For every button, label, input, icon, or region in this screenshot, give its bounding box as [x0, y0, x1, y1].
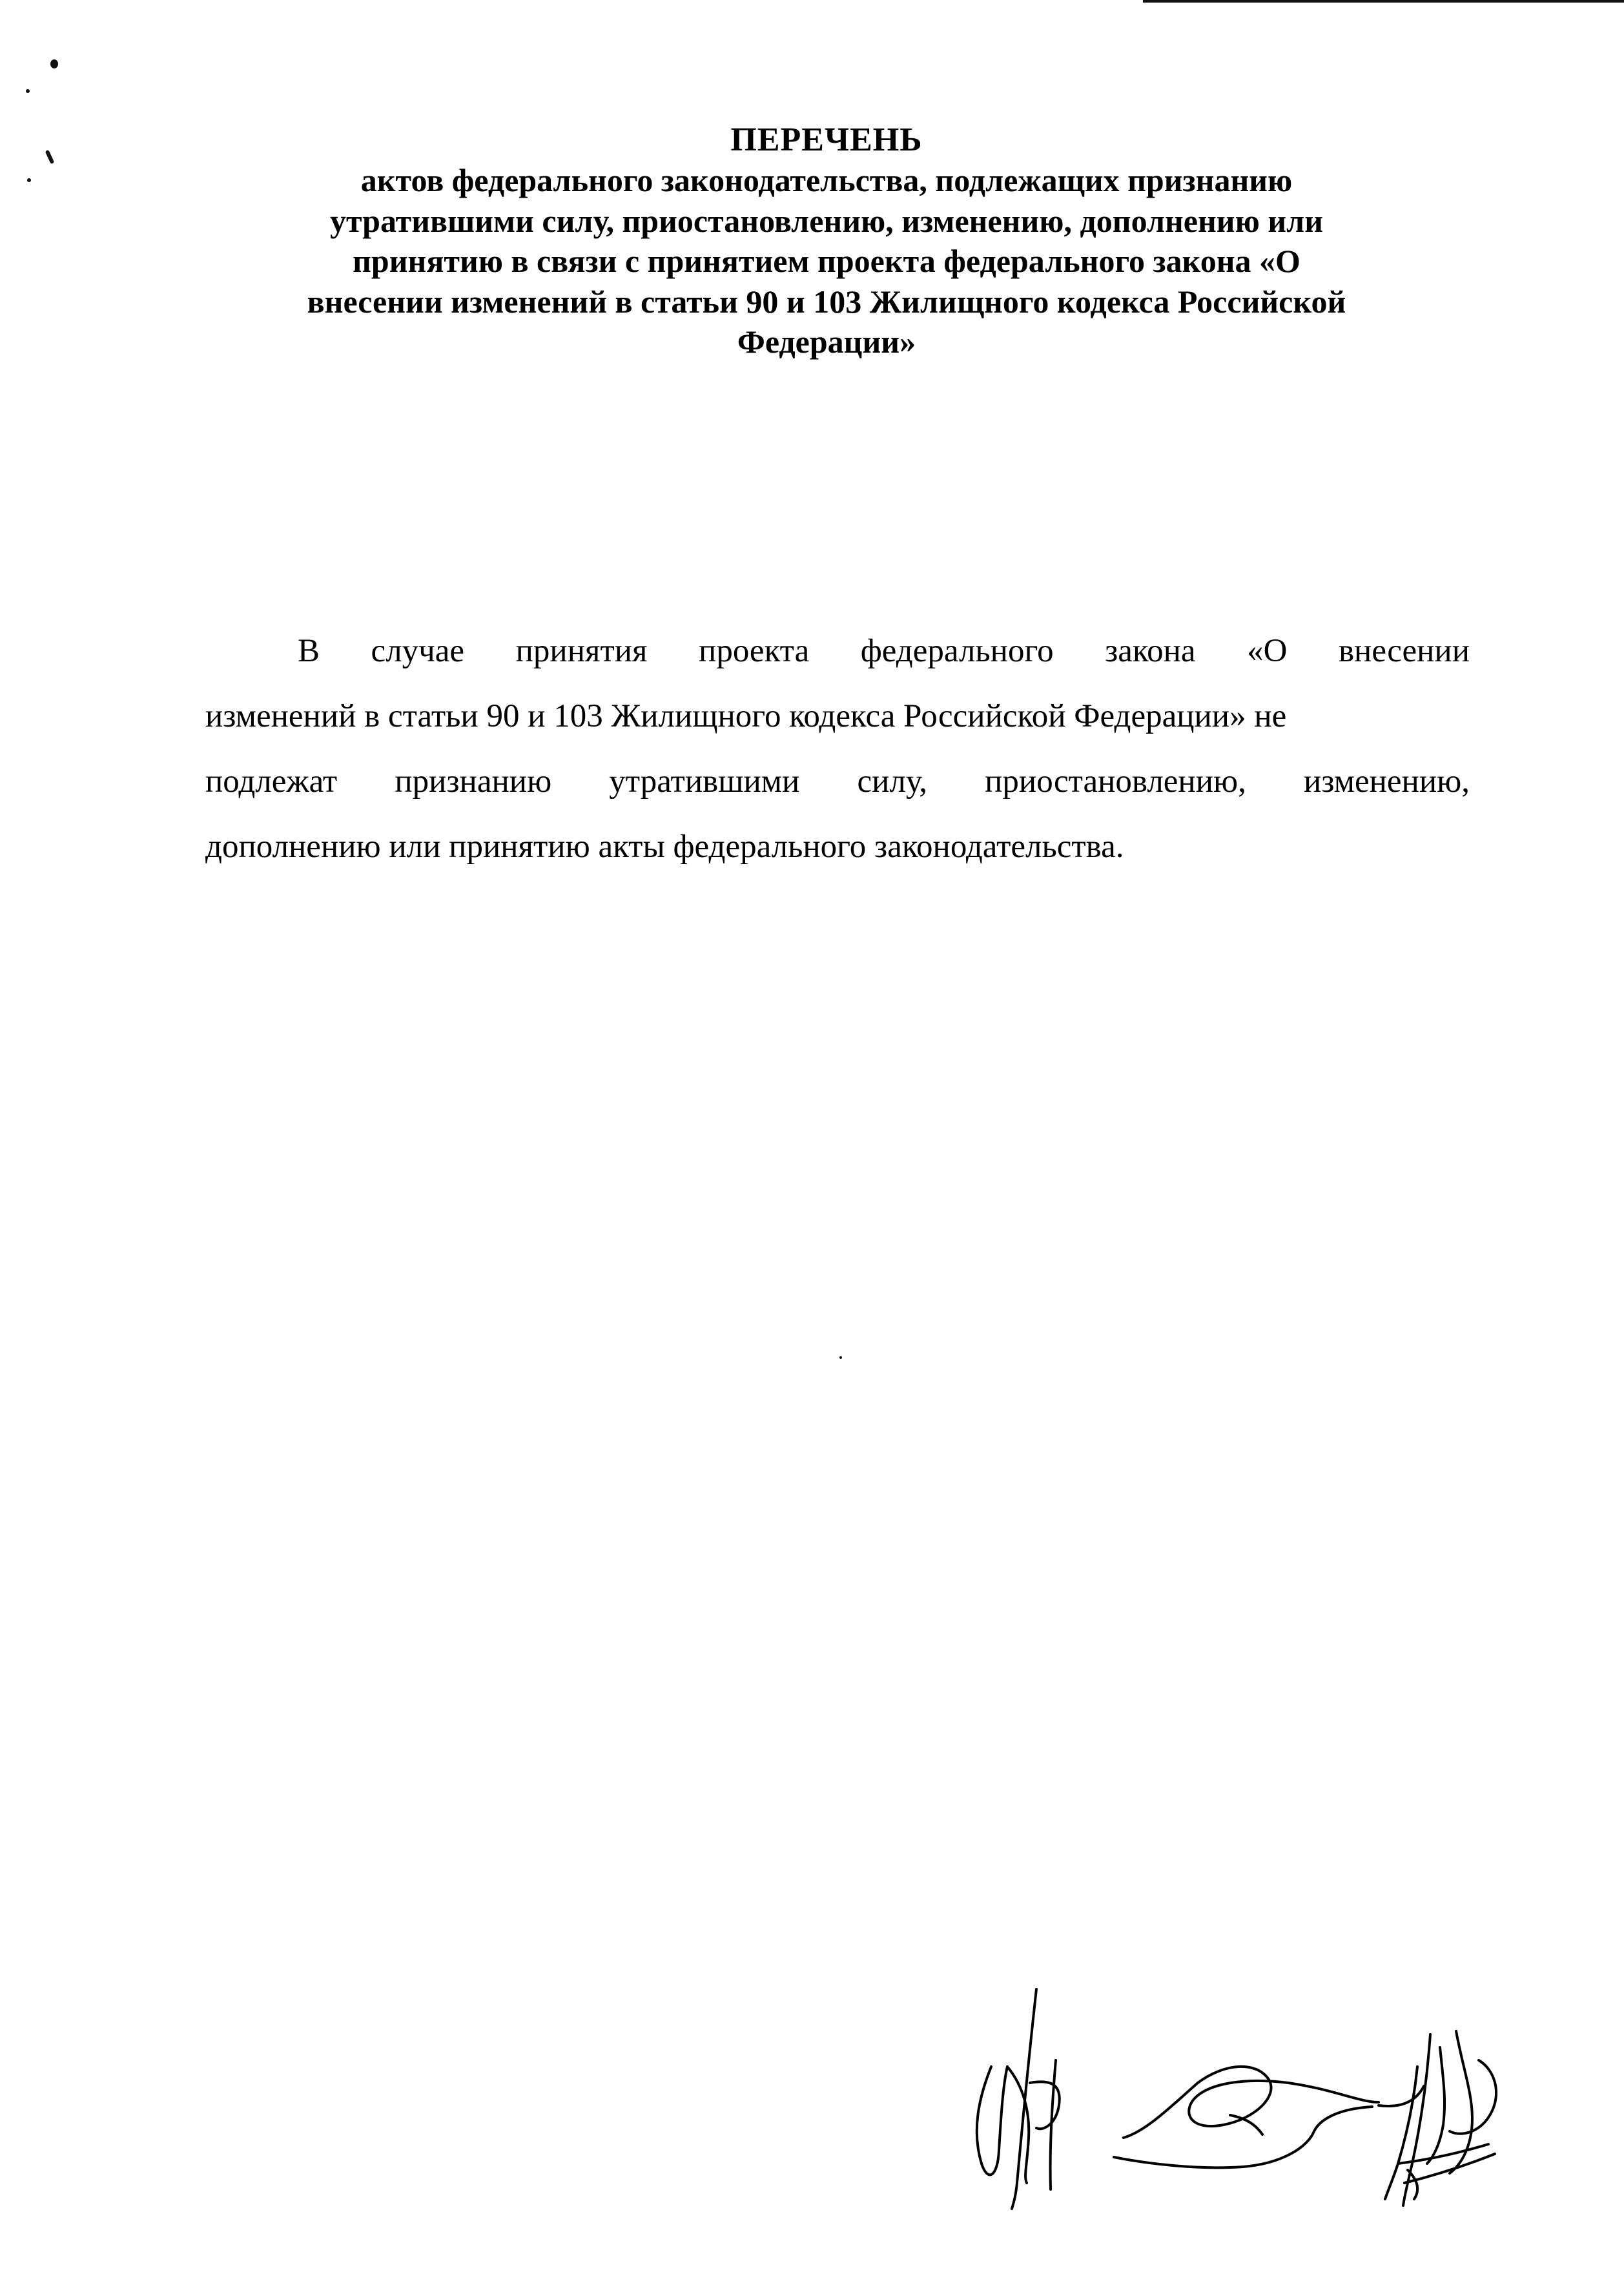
body-line: В случае принятия проекта федерального закона «О внесении — [298, 633, 1470, 669]
document-title: ПЕРЕЧЕНЬ — [730, 121, 923, 158]
scan-speck — [50, 59, 58, 68]
document-subtitle-line: актов федерального законодательства, подлежащих признанию — [360, 162, 1293, 198]
body-line: подлежат признанию утратившими силу, приостановлению, изменению, — [205, 763, 1470, 800]
document-subtitle-line: принятию в связи с принятием проекта федерального закона «О — [353, 243, 1300, 279]
top-edge-rule — [1143, 0, 1624, 3]
document-header — [194, 120, 1459, 362]
body-paragraph — [205, 619, 1470, 880]
body-line: изменений в статьи 90 и 103 Жилищного кодекса Российской Федерации» не — [205, 698, 1287, 734]
document-subtitle-line: Федерации» — [737, 324, 916, 360]
document-subtitle-line: утратившими силу, приостановлению, изменению, дополнению или — [329, 202, 1323, 239]
scan-speck — [839, 1356, 842, 1359]
scan-speck — [26, 89, 30, 93]
scan-speck — [45, 150, 55, 164]
document-subtitle-line: внесении изменений в статьи 90 и 103 Жилищного кодекса Российской — [307, 283, 1346, 320]
scan-speck — [27, 178, 31, 182]
handwritten-signature — [952, 1970, 1534, 2215]
body-line: дополнению или принятию акты федерального законодательства. — [205, 829, 1124, 865]
